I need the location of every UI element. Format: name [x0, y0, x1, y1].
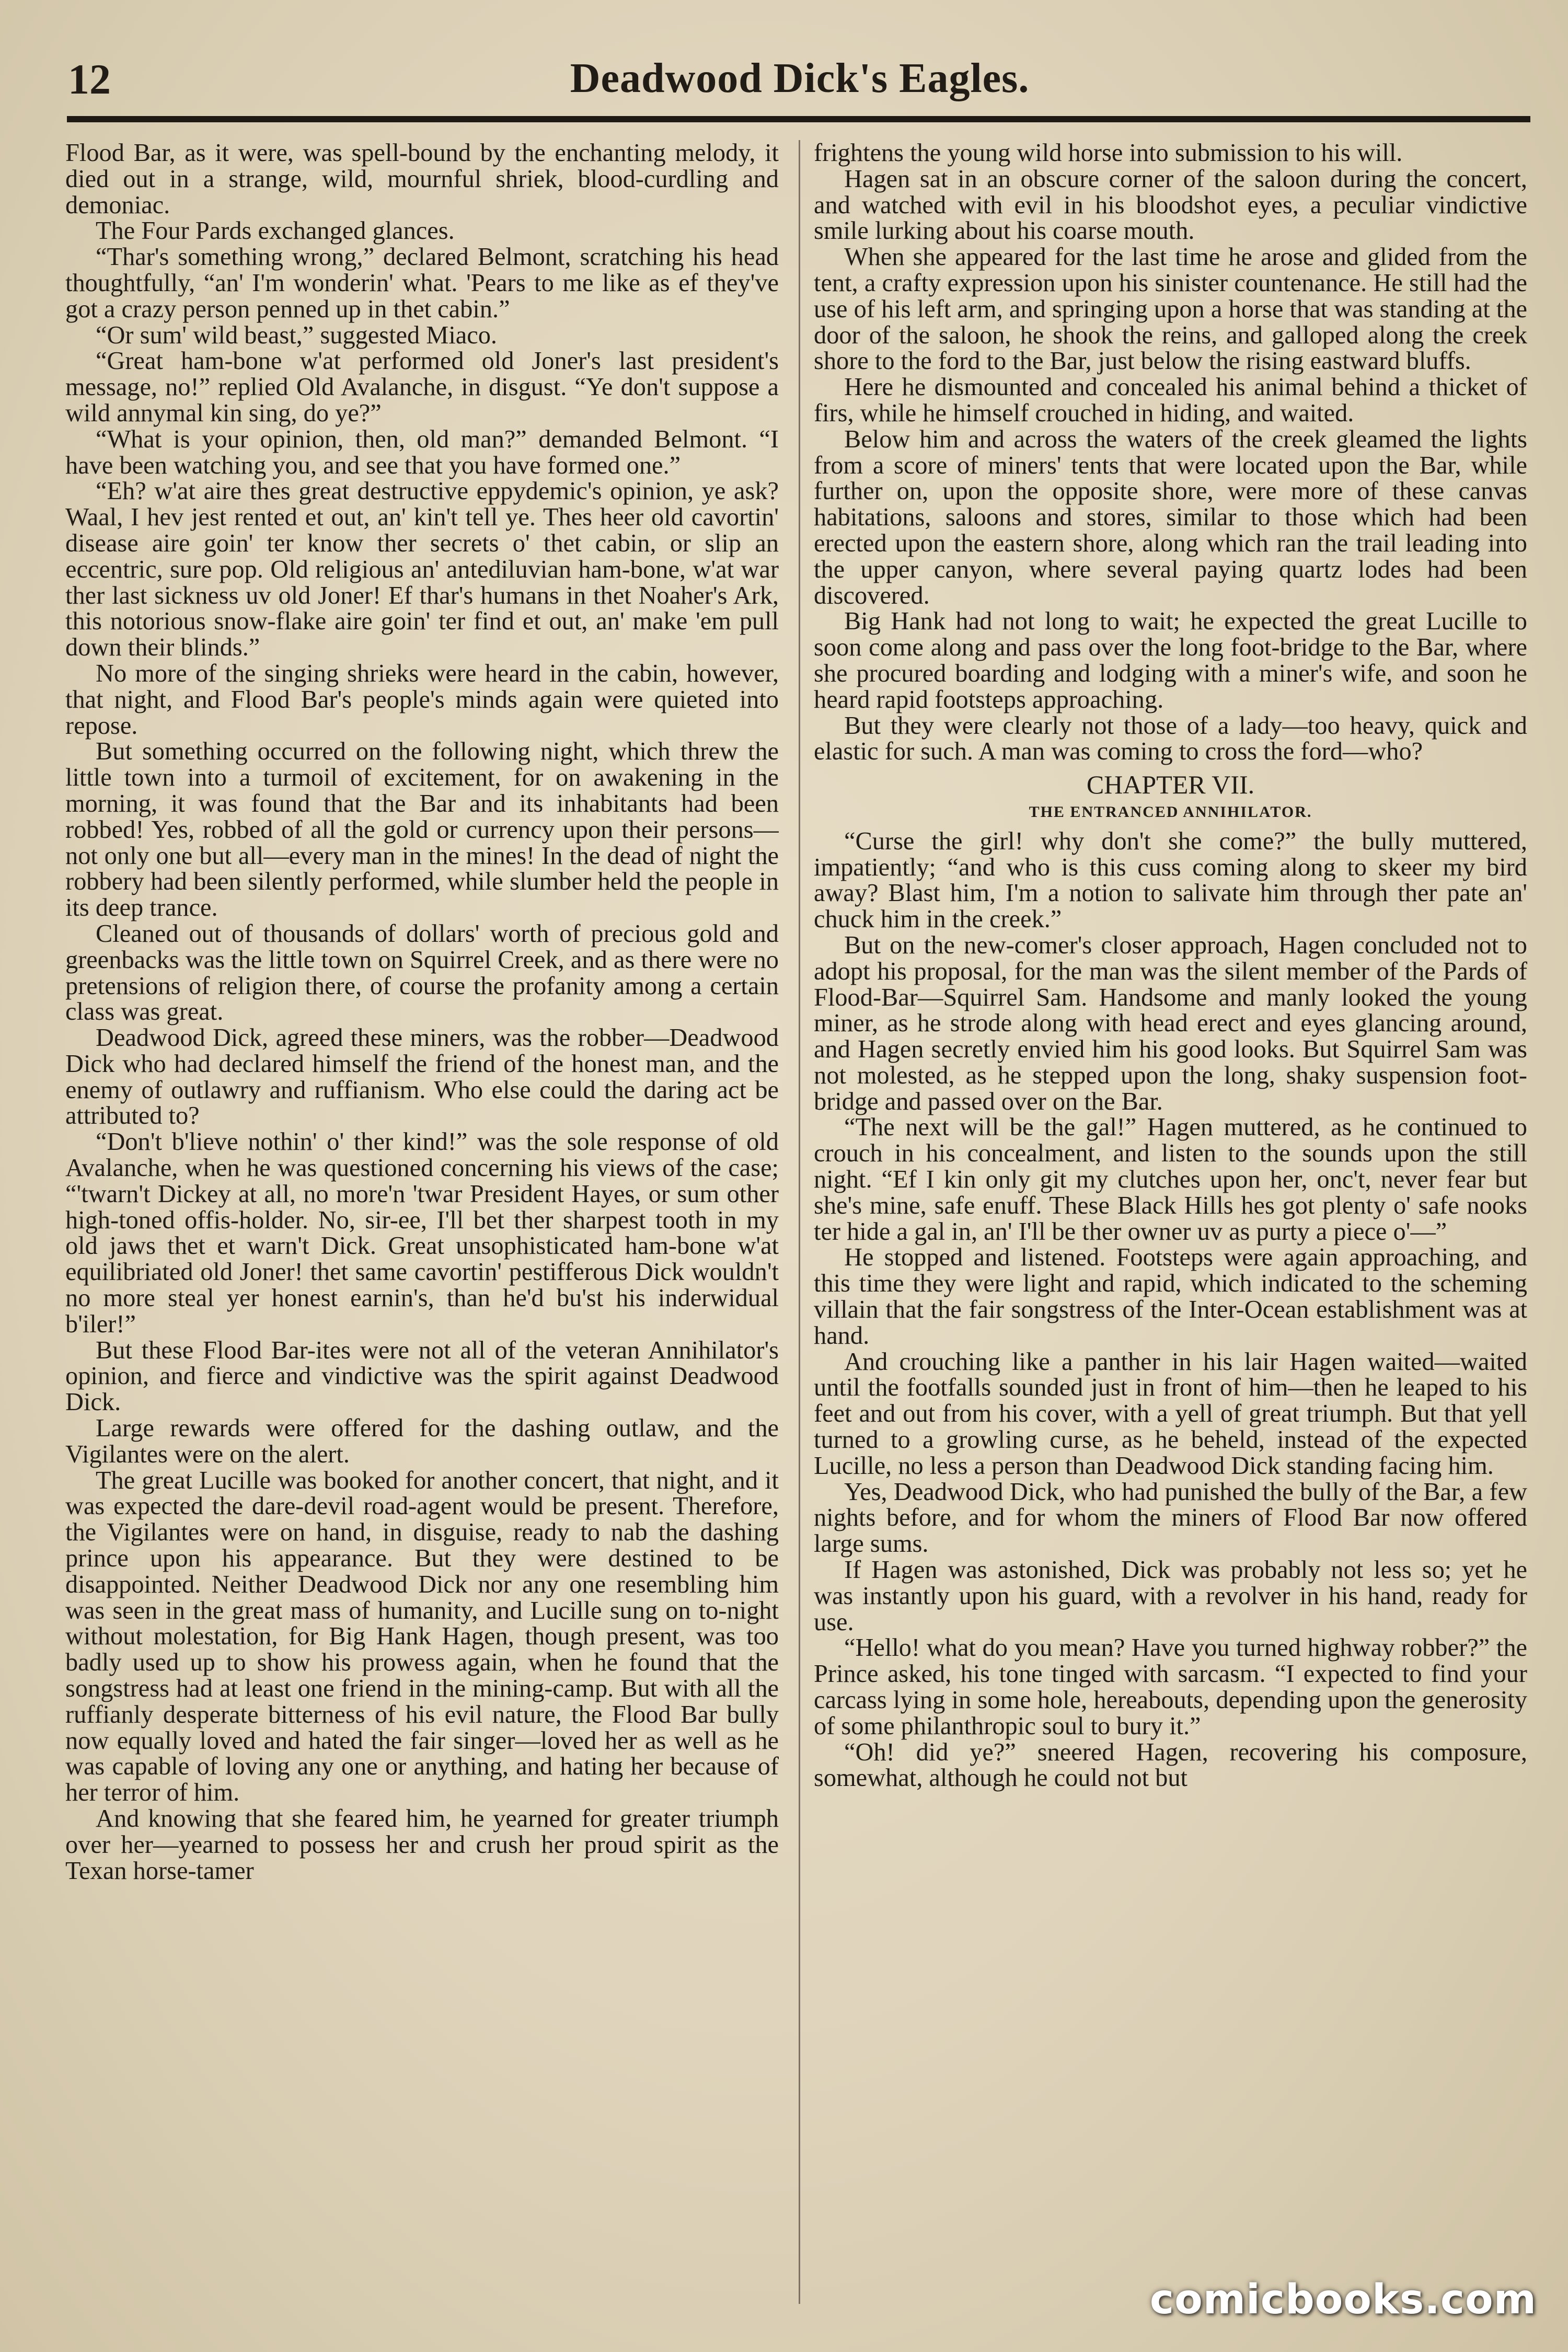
- paragraph: But these Flood Bar-ites were not all of the veteran Annihilator's opinion, and fierce and vindictive was the spirit against Deadwood Dick.: [65, 1336, 779, 1416]
- paragraph: “The next will be the gal!” Hagen muttered, as he continued to crouch in his concealment, and listen to the sounds upon the still night. “Ef I kin only git my clutches upon her, onc't, never fear but she's mine, safe enuff. These Black Hills hes got plenty o' safe nooks ter hide a gal in, an' I'll be ther owner uv as purty a piece o'—”: [814, 1113, 1527, 1246]
- paragraph: Deadwood Dick, agreed these miners, was the robber—Deadwood Dick who had declared himself the friend of the honest man, and the enemy of outlawry and ruffianism. Who else could the daring act be attributed to?: [65, 1024, 779, 1130]
- page-number: 12: [68, 55, 111, 103]
- header-rule: [67, 116, 1530, 122]
- paragraph: “Thar's something wrong,” declared Belmont, scratching his head thoughtfully, “an' I'm wonderin' what. 'Pears to me like as ef they've got a crazy person penned up in thet cabin.”: [65, 243, 779, 323]
- paragraph: “Hello! what do you mean? Have you turned highway robber?” the Prince asked, his tone tinged with sarcasm. “I expected to find your carcass lying in some hole, hereabouts, depending upon the generosity of some philanthropic soul to bury it.”: [814, 1634, 1527, 1740]
- paragraph: “Oh! did ye?” sneered Hagen, recovering his composure, somewhat, although he could not but: [814, 1738, 1527, 1792]
- paragraph: Large rewards were offered for the dashing outlaw, and the Vigilantes were on the alert.: [65, 1414, 779, 1468]
- paragraph: The Four Pards exchanged glances.: [96, 217, 455, 245]
- paragraph: Hagen sat in an obscure corner of the saloon during the concert, and watched with evil in his bloodshot eyes, a peculiar vindictive smile lurking about his coarse mouth.: [814, 165, 1527, 245]
- paragraph: “Great ham-bone w'at performed old Joner's last president's message, no!” replied Old Avalanche, in disgust. “Ye don't suppose a wild annymal kin sing, do ye?”: [65, 347, 779, 427]
- watermark: comicbooks.com: [1149, 2276, 1537, 2323]
- right-column-before-chapter: [814, 140, 1527, 765]
- paragraph: But they were clearly not those of a lady—too heavy, quick and elastic for such. A man was coming to cross the ford—who?: [814, 711, 1527, 766]
- paragraph: And crouching like a panther in his lair Hagen waited—waited until the footfalls sounded just in front of him—then he leaped to his feet and out from his cover, with a yell of great triumph. But that yell turned to a growling curse, as he beheld, instead of the expected Lucille, no less a person than Deadwood Dick standing facing him.: [814, 1347, 1527, 1480]
- right-column-after-chapter: [814, 828, 1527, 1791]
- running-title: Deadwood Dick's Eagles.: [570, 55, 1030, 101]
- paragraph: frightens the young wild horse into submission to his will.: [814, 140, 1403, 167]
- paragraph: The great Lucille was booked for another concert, that night, and it was expected the dare-devil road-agent would be present. Therefore, the Vigilantes were on hand, in disguise, ready to nab the dashing prince upon his appearance. But they were destined to be disappointed. Neither Deadwood Dick nor any one resembling him was seen in the great mass of humanity, and Lucille sung on to-night without molestation, for Big Hank Hagen, though present, was too badly used up to show his prowess again, when he found that the songstress had at least one friend in the mining-camp. But with all the ruffianly desperate bitterness of his evil nature, the Flood Bar bully now equally loved and hated the fair singer—loved her as well as he was capable of loving any one or anything, and hating her because of her terror of him.: [65, 1466, 779, 1807]
- paragraph: And knowing that she feared him, he yearned for greater triumph over her—yearned to possess her and crush her proud spirit as the Texan horse-tamer: [65, 1805, 779, 1885]
- paragraph: No more of the singing shrieks were heard in the cabin, however, that night, and Flood Bar's people's minds again were quieted into repose.: [65, 659, 779, 740]
- paragraph: “Or sum' wild beast,” suggested Miaco.: [96, 321, 498, 349]
- left-column: [65, 140, 779, 2304]
- paragraph: If Hagen was astonished, Dick was probably not less so; yet he was instantly upon his guard, with a revolver in his hand, ready for use.: [814, 1556, 1527, 1636]
- page-header: [68, 50, 1531, 107]
- paragraph: Here he dismounted and concealed his animal behind a thicket of firs, while he himself crouched in hiding, and waited.: [814, 373, 1527, 427]
- chapter-subtitle: THE ENTRANCED ANNIHILATOR.: [1029, 803, 1312, 821]
- paragraph: Below him and across the waters of the creek gleamed the lights from a score of miners' tents that were located upon the Bar, while further on, upon the opposite shore, were more of these canvas habitations, saloons and stores, similar to those which had been erected upon the eastern shore, along which ran the trail leading into the upper canyon, where several paying quartz lodes had been discovered.: [814, 425, 1527, 609]
- paragraph: “What is your opinion, then, old man?” demanded Belmont. “I have been watching you, and see that you have formed one.”: [65, 425, 779, 479]
- column-divider: [799, 140, 800, 2304]
- paragraph: Big Hank had not long to wait; he expected the great Lucille to soon come along and pass over the long foot-bridge to the Bar, where she procured boarding and lodging with a miner's wife, and soon he heard rapid footsteps approaching.: [814, 607, 1527, 713]
- paragraph: When she appeared for the last time he arose and glided from the tent, a crafty expression upon his sinister countenance. He still had the use of his left arm, and springing upon a horse that was standing at the door of the saloon, he shook the reins, and galloped along the creek shore to the ford to the Bar, just below the rising eastward bluffs.: [814, 243, 1527, 375]
- paragraph: He stopped and listened. Footsteps were again approaching, and this time they were light and rapid, which indicated to the scheming villain that the fair songstress of the Inter-Ocean establishment was at hand.: [814, 1243, 1527, 1350]
- paragraph: Yes, Deadwood Dick, who had punished the bully of the Bar, a few nights before, and for whom the miners of Flood Bar now offered large sums.: [814, 1478, 1527, 1558]
- paragraph: “Don't b'lieve nothin' o' ther kind!” was the sole response of old Avalanche, when he was questioned concerning his views of the case; “'twarn't Dickey at all, no more'n 'twar President Hayes, or sum other high-toned offis-holder. No, sir-ee, I'll bet ther sharpest tooth in my old jaws thet et warn't Dick. Great unsophisticated ham-bone w'at equilibriated old Joner! thet same cavortin' pestifferous Dick wouldn't no more steal yer honest earnin's, than he'd bu'st his inderwidual b'iler!”: [65, 1128, 779, 1338]
- paragraph: “Curse the girl! why don't she come?” the bully muttered, impatiently; “and who is this cuss coming along to skeer my bird away? Blast him, I'm a notion to salivate him through ther pate an' chuck him in the creek.”: [814, 827, 1527, 933]
- chapter-title: CHAPTER VII.: [1086, 770, 1255, 800]
- paragraph: But something occurred on the following night, which threw the little town into a turmoil of excitement, for on awakening in the morning, it was found that the Bar and its inhabitants had been robbed! Yes, robbed of all the gold or currency upon their persons—not only one but all—every man in the mines! In the dead of night the robbery had been silently performed, while slumber held the people in its deep trance.: [65, 737, 779, 922]
- paragraph: “Eh? w'at aire thes great destructive eppydemic's opinion, ye ask? Waal, I hev jest rented et out, an' kin't tell ye. Thes heer old cavortin' disease aire goin' ter know ther secrets o' thet cabin, or slip an eccentric, sure pop. Old religious an' antediluvian ham-bone, w'at war ther last sickness uv old Joner! Ef thar's humans in thet Noaher's Ark, this notorious snow-flake aire goin' ter find et out, an' make 'em pull down their blinds.”: [65, 477, 779, 662]
- right-column: [814, 140, 1527, 2304]
- paragraph: Cleaned out of thousands of dollars' worth of precious gold and greenbacks was the little town on Squirrel Creek, and as there were no pretensions of religion there, of course the profanity among a certain class was great.: [65, 919, 779, 1026]
- paragraph: But on the new-comer's closer approach, Hagen concluded not to adopt his proposal, for the man was the silent member of the Pards of Flood-Bar—Squirrel Sam. Handsome and manly looked the young miner, as he strode along with head erect and eyes glancing around, and Hagen secretly envied him his good looks. But Squirrel Sam was not molested, as he stepped upon the long, shaky suspension foot-bridge and passed over on the Bar.: [814, 931, 1527, 1115]
- paragraph: Flood Bar, as it were, was spell-bound by the enchanting melody, it died out in a strange, wild, mournful shriek, blood-curdling and demoniac.: [65, 140, 779, 219]
